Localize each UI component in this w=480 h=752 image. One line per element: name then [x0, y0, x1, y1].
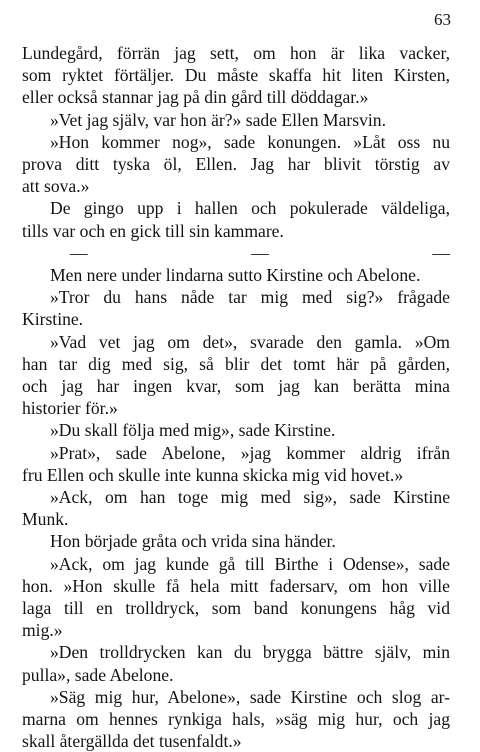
text-line: mig.»	[22, 620, 63, 641]
text-line: »Den trolldrycken kan du brygga bättre själv, min	[50, 642, 450, 663]
text-line: eller också stannar jag på din gård till döddagar.»	[22, 87, 369, 108]
text-line: »Tror du hans nåde tar mig med sig?» frågade	[50, 287, 450, 308]
text-line: att sova.»	[22, 176, 90, 197]
text-line: pulla», sade Abelone.	[22, 664, 174, 685]
text-line: »Ack, om han toge mig med sig», sade Kirstine	[50, 487, 450, 508]
text-line: som ryktet förtäljer. Du måste skaffa hit liten Kirsten,	[22, 65, 450, 86]
text-line: hon. »Hon skulle få hela mitt fadersarv, om hon ville	[22, 575, 450, 596]
text-line: historier för.»	[22, 398, 118, 419]
text-line: Kirstine.	[22, 309, 84, 330]
text-line: tills var och en gick till sin kammare.	[22, 220, 284, 241]
text-line: »Prat», sade Abelone, »jag kommer aldrig ifrån	[50, 442, 450, 463]
text-line: och jag har ingen kvar, som jag kan berätta mina	[22, 376, 450, 397]
text-line: marna om hennes rynkiga hals, »säg mig hur, och jag	[22, 709, 450, 730]
text-line: han tar dig med sig, så blir det tomt här på gården,	[22, 353, 450, 374]
text-line: De gingo upp i hallen och pokulerade väldeliga,	[50, 198, 450, 219]
text-line: »Vet jag själv, var hon är?» sade Ellen Marsvin.	[50, 109, 386, 130]
text-line: »Säg mig hur, Abelone», sade Kirstine och slog ar-	[50, 686, 450, 707]
text-line: »Hon kommer nog», sade konungen. »Låt oss nu	[50, 131, 450, 152]
text-line: laga till en trolldryck, som band konungens håg vid	[22, 598, 450, 619]
text-line: skall återgällda det tusenfaldt.»	[22, 731, 242, 752]
body-text	[22, 42, 450, 752]
text-line: prova ditt tyska öl, Ellen. Jag har blivit törstig av	[22, 154, 450, 175]
text-line: Munk.	[22, 509, 69, 530]
text-line: fru Ellen och skulle inte kunna skicka mig vid hovet.»	[22, 464, 404, 485]
text-line: Hon började gråta och vrida sina händer.	[50, 531, 336, 552]
text-line: Lundegård, förrän jag sett, om hon är lika vacker,	[22, 43, 450, 63]
text-line: »Ack, om jag kunde gå till Birthe i Odense», sade	[50, 553, 450, 574]
text-line: Men nere under lindarna sutto Kirstine och Abelone.	[50, 265, 421, 286]
text-line: »Vad vet jag om det», svarade den gamla. »Om	[50, 331, 450, 352]
section-separator: — — —	[70, 242, 450, 263]
page-number: 63	[434, 10, 451, 29]
text-line: »Du skall följa med mig», sade Kirstine.	[50, 420, 336, 441]
